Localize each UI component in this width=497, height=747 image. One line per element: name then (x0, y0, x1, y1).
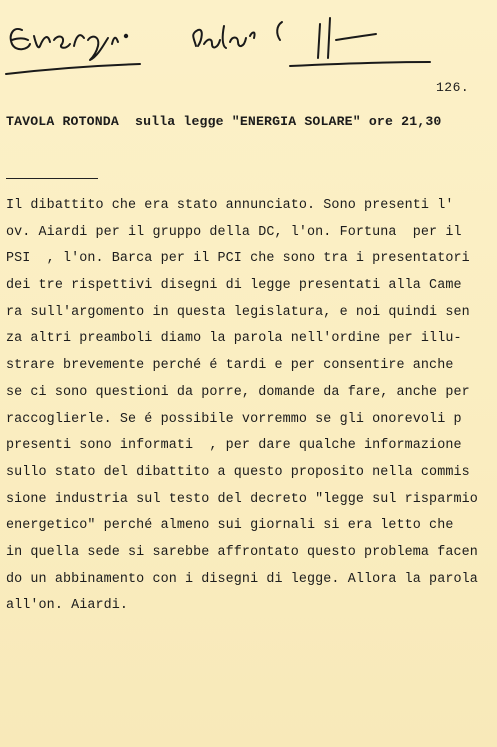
page-number: 126. (436, 80, 470, 95)
body-line: presenti sono informati , per dare qualche informazione (6, 438, 462, 454)
heading-divider (6, 178, 98, 179)
handwritten-annotation (0, 0, 497, 90)
document-heading: TAVOLA ROTONDA sulla legge "ENERGIA SOLARE" ore 21,30 (6, 114, 442, 129)
body-line: sullo stato del dibattito a questo proposito nella commis (6, 464, 470, 480)
body-line: raccoglierle. Se é possibile vorremmo se gli onorevoli p (6, 411, 462, 427)
body-line: Il dibattito che era stato annunciato. Sono presenti l' (6, 198, 454, 213)
body-line: in quella sede si sarebbe affrontato questo problema facen (6, 544, 478, 560)
body-line: PSI , l'on. Barca per il PCI che sono tra i presentatori (6, 251, 470, 267)
body-line: energetico" perché almeno sui giornali si era letto che (6, 518, 454, 534)
body-line: dei tre rispettivi disegni di legge presentati alla Came (6, 278, 462, 294)
body-line: ov. Aiardi per il gruppo della DC, l'on. Fortuna per il (6, 224, 462, 240)
body-text (6, 193, 497, 620)
body-line: do un abbinamento con i disegni di legge. Allora la parola (6, 571, 478, 587)
body-line: strare brevemente perché é tardi e per consentire anche (6, 358, 454, 374)
body-line: ra sull'argomento in questa legislatura, e noi quindi sen (6, 304, 470, 320)
body-line: za altri preamboli diamo la parola nell'ordine per illu- (6, 331, 462, 347)
body-line: se ci sono questioni da porre, domande da fare, anche per (6, 384, 470, 400)
body-line: all'on. Aiardi. (6, 598, 129, 614)
body-line: sione industria sul testo del decreto "legge sul risparmio (6, 491, 478, 507)
